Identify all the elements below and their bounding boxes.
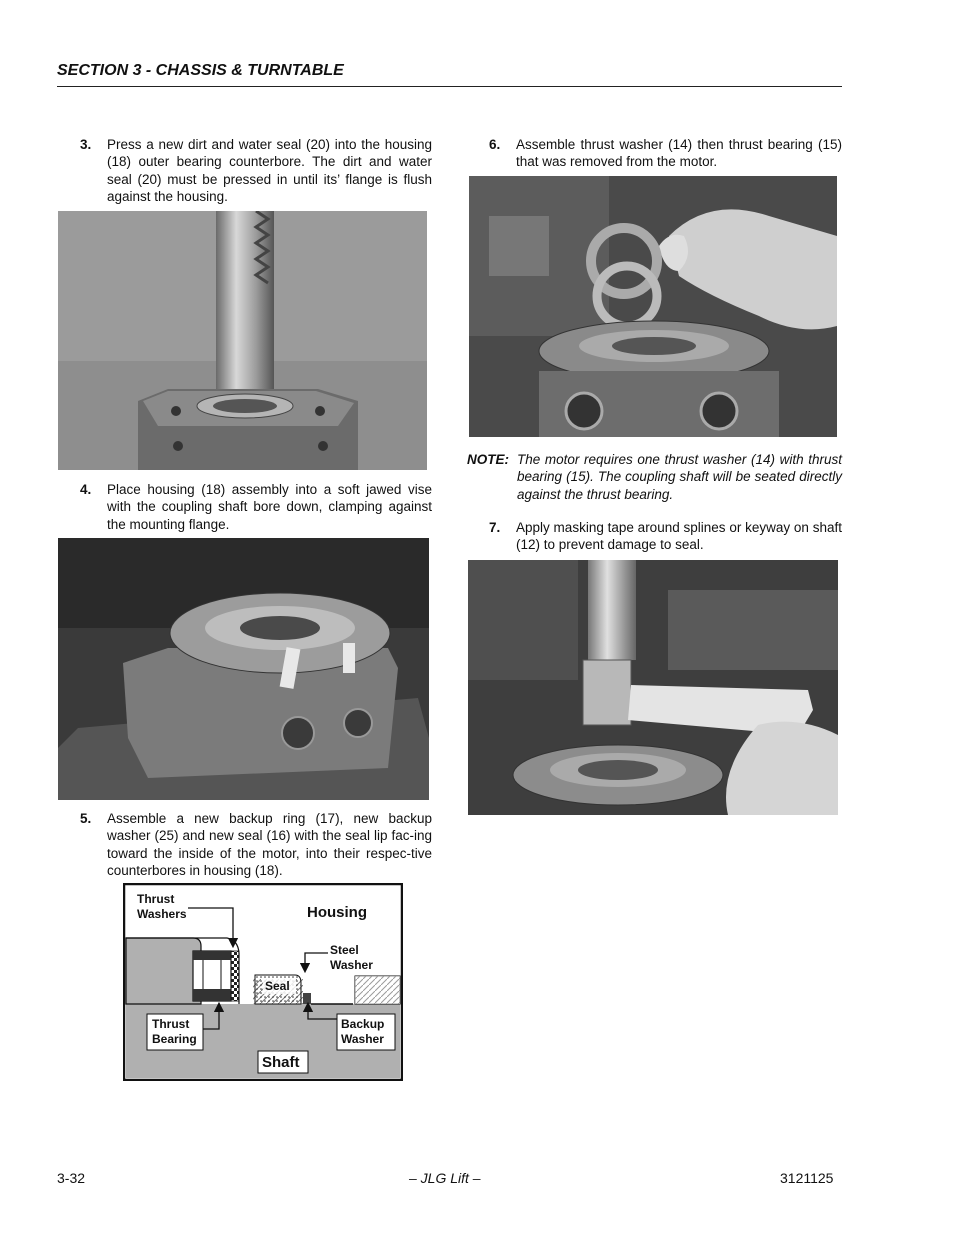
label-thrust-bearing-2: Bearing: [152, 1032, 197, 1046]
label-shaft: Shaft: [262, 1054, 300, 1071]
label-seal: Seal: [265, 979, 290, 993]
label-housing: Housing: [307, 904, 367, 921]
footer-page-number: 3-32: [57, 1170, 86, 1186]
label-thrust-bearing-1: Thrust: [152, 1017, 190, 1031]
section-header: SECTION 3 - CHASSIS & TURNTABLE: [57, 62, 842, 87]
label-backup-washer-1: Backup: [341, 1017, 385, 1031]
step-4: [80, 481, 432, 533]
label-backup-washer-2: Washer: [341, 1032, 384, 1046]
step-number: 7.: [489, 520, 501, 535]
step-6: [489, 136, 842, 171]
footer-brand: – JLG Lift –: [409, 1170, 481, 1186]
step-text: Assemble a new backup ring (17), new backup washer (25) and new seal (16) with the seal lip fac-ing toward the inside of the motor, into their respec-tive counterbores in housing (18).: [107, 811, 432, 878]
step-number: 4.: [80, 482, 92, 497]
seal-assembly-diagram: [123, 883, 403, 1081]
step-text: Apply masking tape around splines or keyway on shaft (12) to prevent damage to seal.: [516, 520, 842, 553]
step-3: [80, 136, 432, 205]
step-text: Press a new dirt and water seal (20) into the housing (18) outer bearing counterbore. The dirt and water seal (20) must be pressed in until its’ flange is flush against the housing.: [107, 137, 432, 204]
step-5: [80, 810, 432, 879]
label-steel-washer-1: Steel: [330, 943, 359, 957]
photo-thrust-washer: [469, 176, 837, 437]
photo-masking-tape: [468, 560, 838, 815]
note: [467, 451, 842, 503]
step-text: Place housing (18) assembly into a soft jawed vise with the coupling shaft bore down, clamping against the mounting flange.: [107, 482, 432, 532]
note-text: The motor requires one thrust washer (14) with thrust bearing (15). The coupling shaft will be seated directly against the thrust bearing.: [517, 452, 842, 502]
step-7: [489, 519, 842, 554]
step-number: 3.: [80, 137, 92, 152]
label-thrust-washers-2: Washers: [137, 907, 187, 921]
step-number: 5.: [80, 811, 92, 826]
photo-housing-in-vise: [58, 538, 429, 800]
label-steel-washer-2: Washer: [330, 958, 373, 972]
footer-doc-number: 3121125: [780, 1170, 834, 1186]
label-thrust-washers-1: Thrust: [137, 892, 175, 906]
note-label: NOTE:: [467, 452, 509, 467]
photo-seal-press: [58, 211, 427, 470]
step-number: 6.: [489, 137, 501, 152]
step-text: Assemble thrust washer (14) then thrust bearing (15) that was removed from the motor.: [516, 137, 842, 170]
